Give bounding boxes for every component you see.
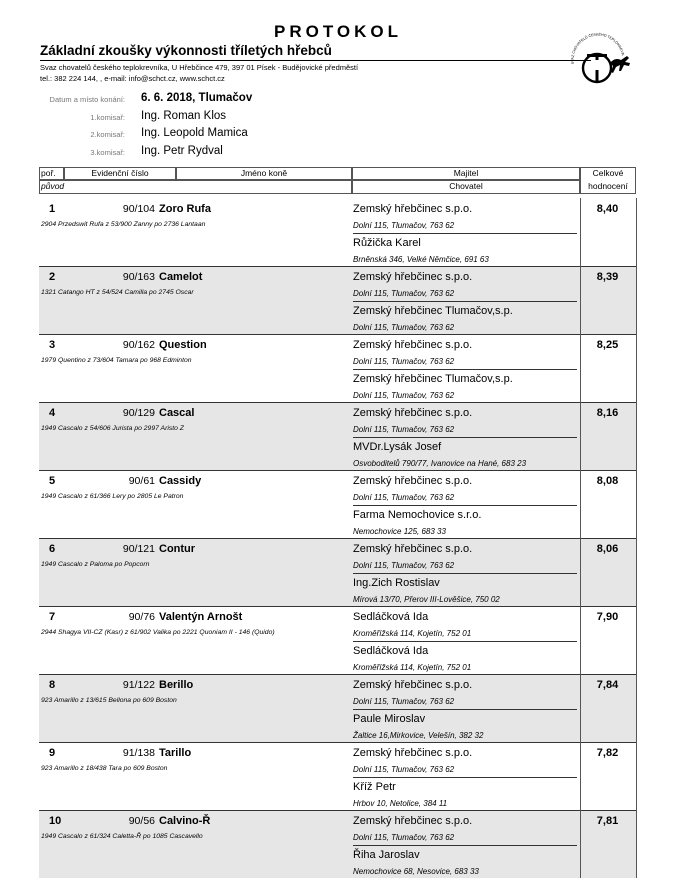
entry-breeder-address: Dolní 115, Tlumačov, 763 62 (353, 323, 455, 332)
entry-owner: Zemský hřebčinec s.p.o. (353, 475, 473, 487)
entry-pedigree: 2944 Shagya VII-CZ (Kasr) z 61/902 Valika po 2221 Quoniam II - 146 (Quido) (41, 629, 275, 636)
entry-breeder-address: Mírová 13/70, Přerov III-Lověšice, 750 02 (353, 595, 500, 604)
entry-horse-name: Tarillo (159, 747, 192, 759)
entry-rank: 5 (49, 475, 56, 487)
entry-score: 8,39 (596, 271, 619, 283)
header-breeder: Chovatel (449, 181, 483, 191)
list-item (39, 266, 636, 334)
entry-pedigree: 1321 Catango HT z 54/524 Camilla po 2745 Oscar (41, 289, 194, 296)
entry-score: 8,06 (596, 543, 619, 555)
list-item (39, 606, 636, 674)
entry-pedigree: 1949 Cascalo z Paloma po Popcorn (41, 561, 150, 568)
entry-owner-address: Dolní 115, Tlumačov, 763 62 (353, 697, 455, 706)
entry-breeder: Ing.Zich Rostislav (353, 577, 440, 589)
entry-owner: Zemský hřebčinec s.p.o. (353, 407, 473, 419)
list-item (39, 334, 636, 402)
entry-reg-number: 91/138 (122, 747, 155, 759)
entry-reg-number: 90/76 (128, 611, 155, 623)
entry-breeder: MVDr.Lysák Josef (353, 441, 442, 453)
list-item (39, 742, 636, 810)
entry-score: 7,90 (596, 611, 619, 623)
entry-pedigree: 1979 Quentino z 73/604 Tamara po 968 Edminton (41, 357, 192, 364)
entry-horse-name: Cascal (159, 407, 195, 419)
entry-breeder: Paule Miroslav (353, 713, 426, 725)
entry-horse-name: Zoro Rufa (159, 203, 211, 215)
organization-contact: tel.: 382 224 144, , e-mail: info@schct.cz, www.schct.cz (40, 74, 225, 83)
entry-horse-name: Calvino-Ř (159, 815, 211, 827)
header-score-line1: Celkové (592, 168, 624, 178)
commissioner-label: 1.komisař: (90, 113, 125, 122)
entry-owner: Zemský hřebčinec s.p.o. (353, 339, 473, 351)
entry-breeder-address: Nemochovice 68, Nesovice, 683 33 (353, 867, 479, 876)
entry-breeder-address: Nemochovice 125, 683 33 (353, 527, 446, 536)
entry-reg-number: 91/122 (122, 679, 155, 691)
entry-rank: 3 (49, 339, 56, 351)
entry-breeder-address: Hrbov 10, Netolice, 384 11 (353, 799, 448, 808)
entry-score: 8,16 (596, 407, 619, 419)
entry-horse-name: Question (159, 339, 207, 351)
entry-pedigree: 1949 Cascalo z 61/366 Lery po 2805 Le Patron (41, 493, 184, 500)
entry-owner: Zemský hřebčinec s.p.o. (353, 815, 473, 827)
entry-owner-address: Dolní 115, Tlumačov, 763 62 (353, 493, 455, 502)
entry-owner-address: Dolní 115, Tlumačov, 763 62 (353, 425, 455, 434)
entry-owner: Sedláčková Ida (353, 611, 429, 623)
entry-pedigree: 1949 Cascalo z 54/606 Jurista po 2997 Aristo Z (41, 425, 184, 432)
entry-breeder-address: Dolní 115, Tlumačov, 763 62 (353, 391, 455, 400)
list-item (39, 402, 636, 470)
entry-reg-number: 90/121 (122, 543, 155, 555)
entry-breeder: Růžička Karel (353, 237, 421, 249)
commissioner-label: 3.komisař: (90, 148, 125, 157)
entry-score: 7,81 (596, 815, 619, 827)
header-origin: původ (41, 181, 65, 191)
header-reg: Evidenční číslo (91, 168, 149, 178)
entry-rank: 9 (49, 747, 56, 759)
entry-breeder-address: Kroměřížská 114, Kojetín, 752 01 (353, 663, 472, 672)
list-item (39, 674, 636, 742)
entry-rank: 10 (49, 815, 62, 827)
entry-rank: 8 (49, 679, 56, 691)
entry-score: 8,08 (596, 475, 619, 487)
date-value: 6. 6. 2018, Tlumačov (141, 92, 253, 104)
entry-reg-number: 90/56 (128, 815, 155, 827)
entry-owner: Zemský hřebčinec s.p.o. (353, 747, 473, 759)
logo-text: SVAZ CHOVATELŮ ČESKÉHO TEPLOKREVN (570, 32, 625, 65)
header-rank: poř. (41, 168, 56, 178)
entry-owner-address: Dolní 115, Tlumačov, 763 62 (353, 765, 455, 774)
entry-breeder: Zemský hřebčinec Tlumačov,s.p. (353, 373, 513, 385)
commissioner-name: Ing. Petr Rydval (141, 145, 223, 157)
header-score-line2: hodnocení (588, 181, 628, 191)
list-item (39, 470, 636, 538)
entry-owner: Zemský hřebčinec s.p.o. (353, 679, 473, 691)
entry-owner-address: Dolní 115, Tlumačov, 763 62 (353, 357, 455, 366)
entry-breeder: Řiha Jaroslav (353, 849, 420, 861)
entry-owner: Zemský hřebčinec s.p.o. (353, 271, 473, 283)
entry-breeder-address: Brněnská 346, Velké Němčice, 691 63 (353, 255, 489, 264)
entry-reg-number: 90/129 (122, 407, 155, 419)
entry-owner-address: Dolní 115, Tlumačov, 763 62 (353, 289, 455, 298)
entry-score: 7,82 (596, 747, 619, 759)
entry-owner-address: Dolní 115, Tlumačov, 763 62 (353, 221, 455, 230)
entry-horse-name: Berillo (159, 679, 194, 691)
entry-breeder: Sedláčková Ida (353, 645, 429, 657)
entry-pedigree: 923 Amarillo z 18/438 Tara po 609 Boston (41, 765, 168, 772)
entry-owner-address: Kroměřížská 114, Kojetín, 752 01 (353, 629, 472, 638)
commissioner-label: 2.komisař: (90, 130, 125, 139)
entry-rank: 1 (49, 203, 56, 215)
entry-breeder: Farma Nemochovice s.r.o. (353, 509, 482, 521)
list-item (39, 538, 636, 606)
entry-pedigree: 1949 Cascalo z 61/324 Caletta-Ř po 1085 Cascavello (41, 833, 203, 840)
entry-horse-name: Contur (159, 543, 196, 555)
document-title: PROTOKOL (273, 22, 403, 41)
entry-reg-number: 90/163 (122, 271, 155, 283)
entry-owner: Zemský hřebčinec s.p.o. (353, 543, 473, 555)
table-header (39, 167, 636, 194)
entry-pedigree: 2904 Przedswit Rufa z 53/900 Zanny po 2736 Lantaan (41, 221, 206, 228)
entry-reg-number: 90/104 (122, 203, 155, 215)
list-item (39, 810, 636, 878)
entry-pedigree: 923 Amarillo z 13/615 Bellona po 609 Boston (41, 697, 177, 704)
entry-score: 8,25 (596, 339, 619, 351)
title-divider (40, 60, 592, 61)
commissioner-name: Ing. Roman Klos (141, 110, 227, 122)
entry-rank: 4 (49, 407, 56, 419)
header-horse: Jméno koně (240, 168, 288, 178)
entry-rank: 2 (49, 271, 56, 283)
entry-breeder-address: Žaltice 16,Mirkovice, Velešín, 382 32 (353, 731, 484, 740)
date-label: Datum a místo konání: (49, 95, 125, 104)
entry-score: 8,40 (596, 203, 619, 215)
entry-horse-name: Camelot (159, 271, 203, 283)
entry-score: 7,84 (596, 679, 619, 691)
entry-horse-name: Valentýn Arnošt (159, 611, 243, 623)
entry-owner: Zemský hřebčinec s.p.o. (353, 203, 473, 215)
entry-horse-name: Cassidy (159, 475, 202, 487)
entry-reg-number: 90/61 (128, 475, 155, 487)
commissioner-name: Ing. Leopold Mamica (141, 127, 248, 139)
document-subtitle: Základní zkoušky výkonnosti tříletých hřebců (40, 43, 332, 58)
entry-rank: 6 (49, 543, 56, 555)
header-owner: Majitel (453, 168, 479, 178)
entry-owner-address: Dolní 115, Tlumačov, 763 62 (353, 833, 455, 842)
list-item (39, 198, 636, 266)
entry-rank: 7 (49, 611, 56, 623)
entry-breeder-address: Osvoboditelů 790/77, Ivanovice na Hané, 683 23 (353, 459, 527, 468)
entry-breeder: Zemský hřebčinec Tlumačov,s.p. (353, 305, 513, 317)
entry-breeder: Kříž Petr (353, 781, 396, 793)
association-logo-icon (566, 30, 638, 92)
entry-reg-number: 90/162 (122, 339, 155, 351)
entry-owner-address: Dolní 115, Tlumačov, 763 62 (353, 561, 455, 570)
organization-address: Svaz chovatelů českého teplokrevníka, U Hřebčince 479, 397 01 Písek - Budějovické předměstí (40, 63, 359, 72)
